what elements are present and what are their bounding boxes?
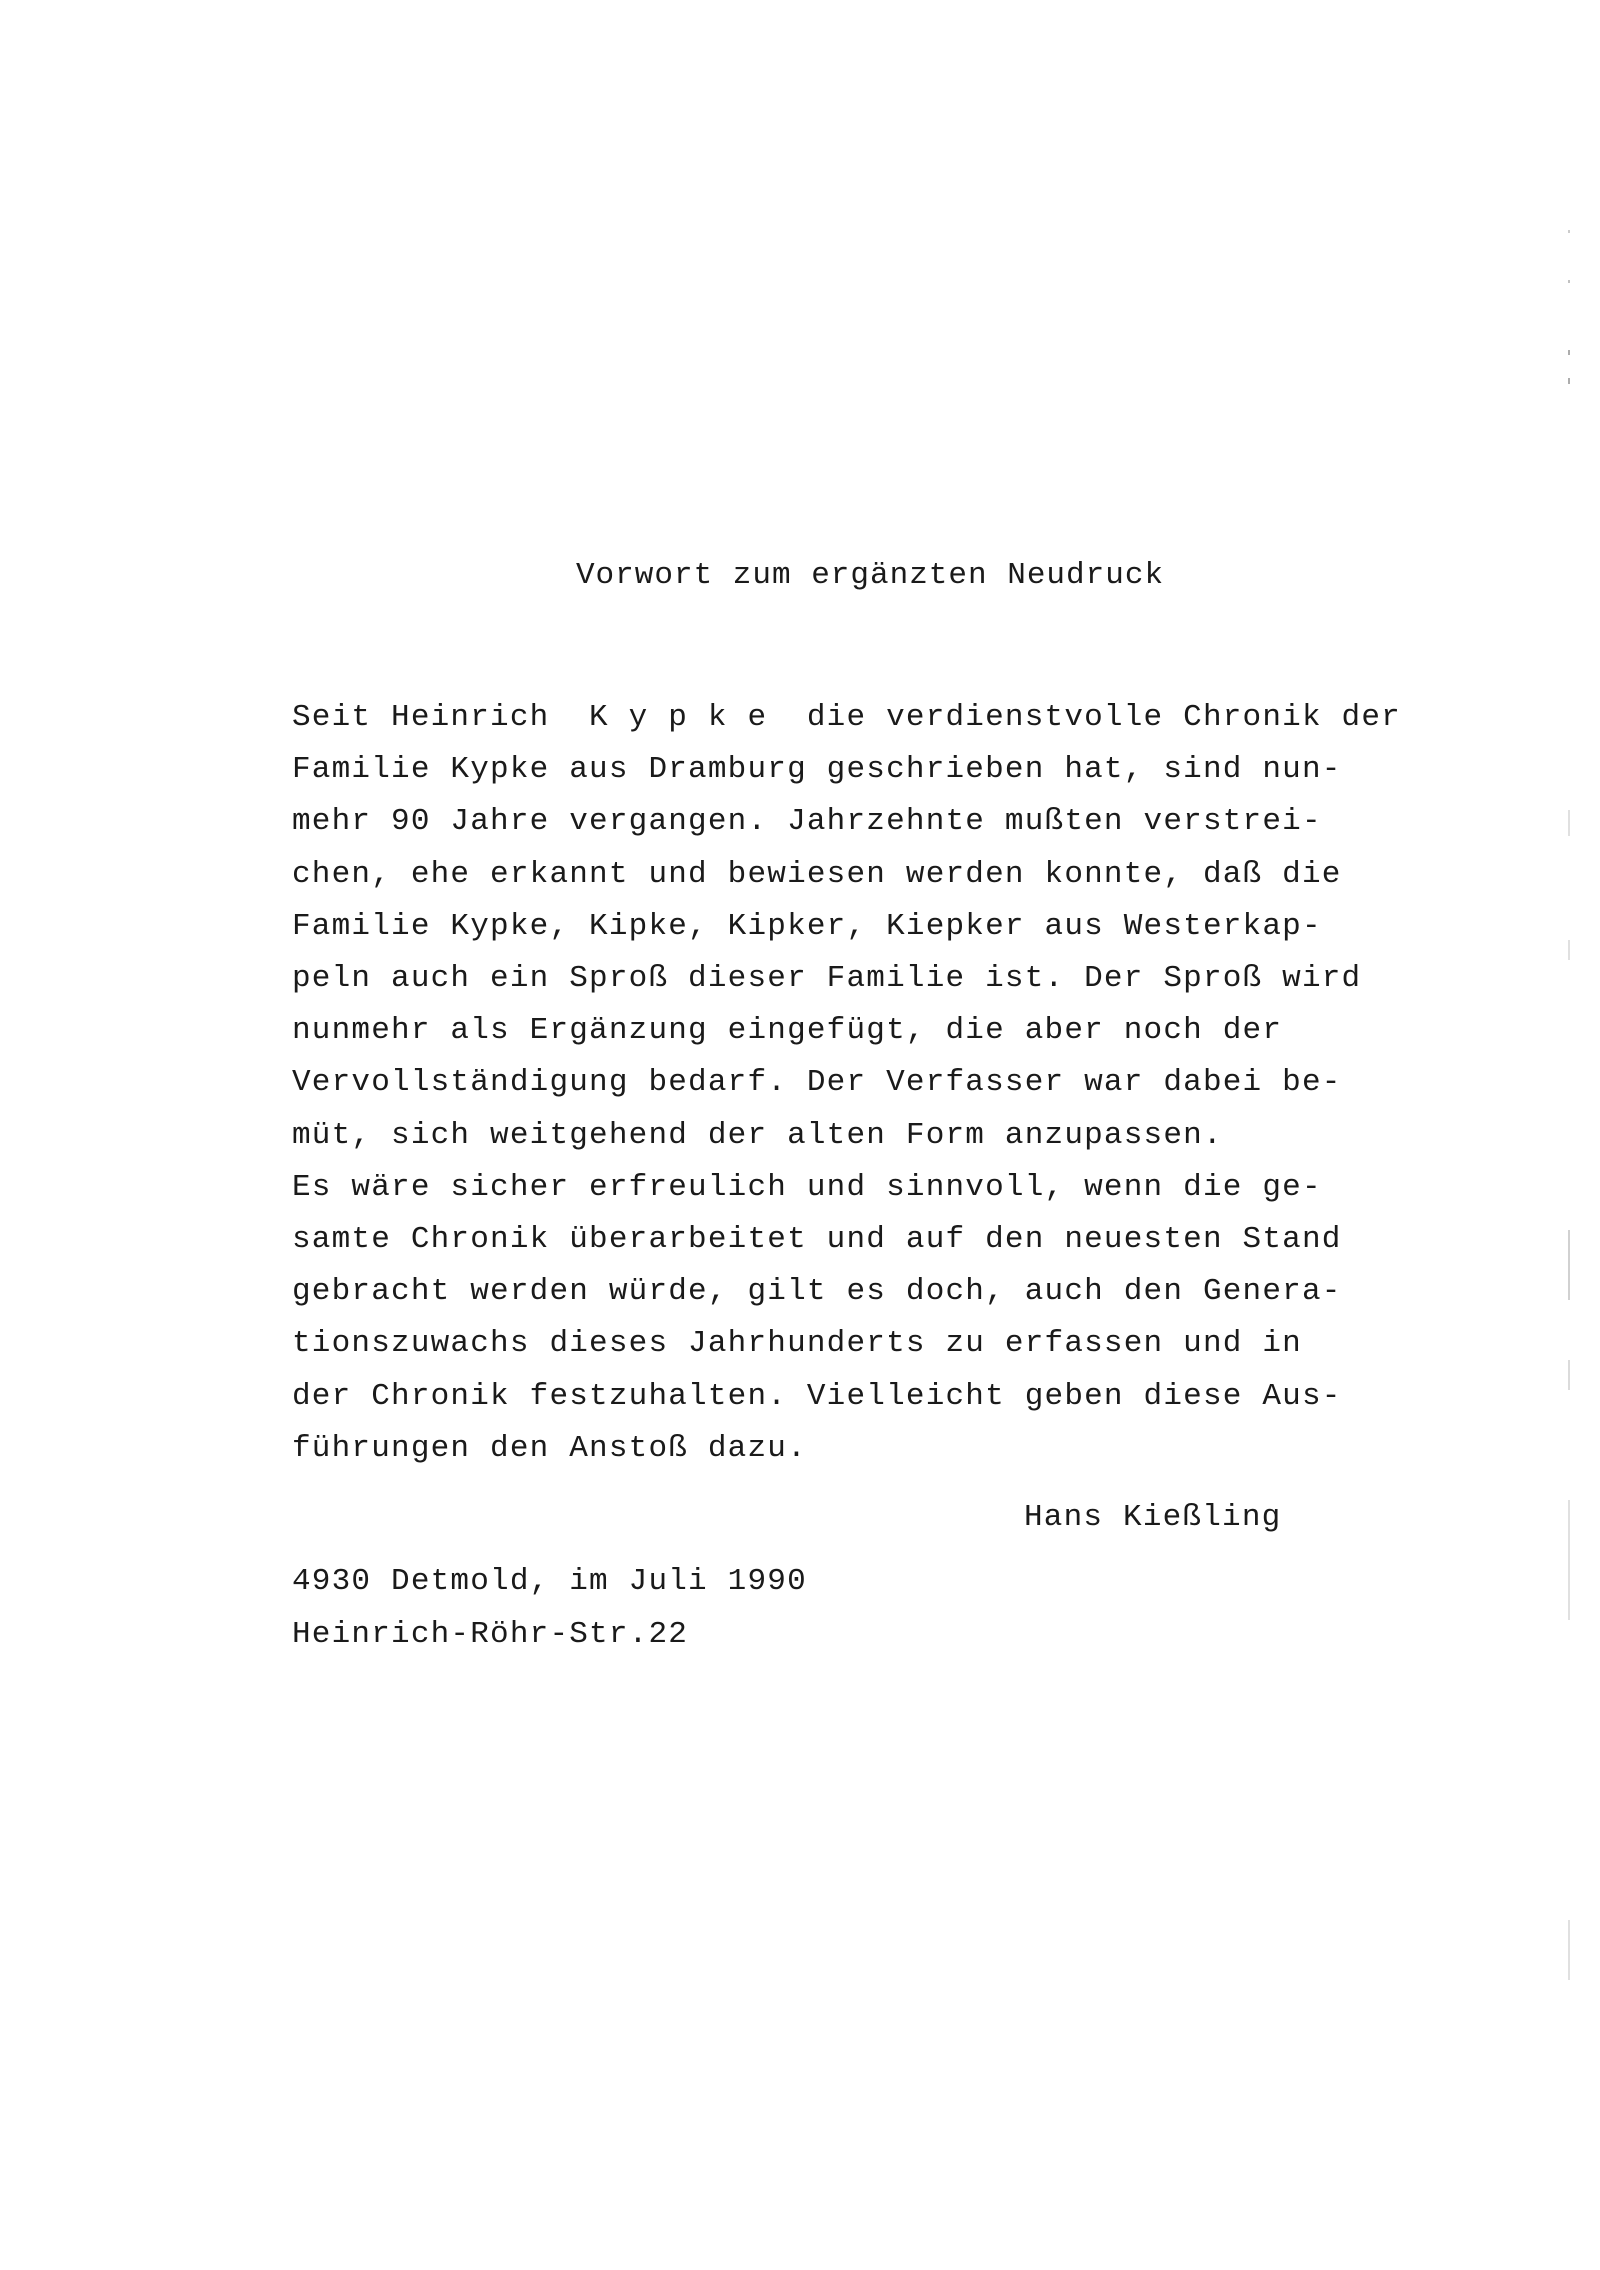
body-line: Familie Kypke aus Dramburg geschrieben hat, sind nun- xyxy=(292,752,1342,788)
scan-speck xyxy=(1568,230,1570,233)
scan-speck xyxy=(1568,1920,1570,1980)
body-line: mehr 90 Jahre vergangen. Jahrzehnte mußten verstrei- xyxy=(292,804,1322,840)
scan-speck xyxy=(1568,810,1570,836)
body-line: Familie Kypke, Kipke, Kipker, Kiepker aus Westerkap- xyxy=(292,908,1322,944)
scan-speck xyxy=(1568,350,1570,355)
scan-artifacts xyxy=(1568,200,1574,2150)
body-line: müt, sich weitgehend der alten Form anzupassen. xyxy=(292,1117,1223,1153)
scan-speck xyxy=(1568,378,1570,384)
body-line: Seit Heinrich K y p k e die verdienstvolle Chronik der xyxy=(292,700,1401,735)
body-line: samte Chronik überarbeitet und auf den neuesten Stand xyxy=(292,1222,1342,1258)
body-line: der Chronik festzuhalten. Vielleicht geben diese Aus- xyxy=(292,1378,1342,1414)
body-line: führungen den Anstoß dazu. xyxy=(292,1430,807,1466)
body-line: nunmehr als Ergänzung eingefügt, die aber noch der xyxy=(292,1013,1283,1049)
scan-speck xyxy=(1568,280,1570,283)
place-and-date: 4930 Detmold, im Juli 1990 xyxy=(292,1564,807,1599)
scan-speck xyxy=(1568,1230,1570,1300)
body-line: chen, ehe erkannt und bewiesen werden konnte, daß die xyxy=(292,856,1342,892)
body-line: gebracht werden würde, gilt es doch, auch den Genera- xyxy=(292,1274,1342,1310)
scan-speck xyxy=(1568,1360,1570,1390)
body-line: Vervollständigung bedarf. Der Verfasser war dabei be- xyxy=(292,1065,1342,1101)
body-line: Es wäre sicher erfreulich und sinnvoll, wenn die ge- xyxy=(292,1169,1322,1205)
document-title: Vorwort zum ergänzten Neudruck xyxy=(575,558,1165,593)
author-signature: Hans Kießling xyxy=(1024,1500,1282,1535)
body-line: tionszuwachs dieses Jahrhunderts zu erfassen und in xyxy=(292,1326,1302,1362)
preface-body xyxy=(292,692,1452,1475)
author-address: Heinrich-Röhr-Str.22 xyxy=(292,1617,689,1652)
scan-speck xyxy=(1568,1500,1570,1620)
body-line: peln auch ein Sproß dieser Familie ist. Der Sproß wird xyxy=(292,961,1362,997)
scan-speck xyxy=(1568,940,1570,960)
